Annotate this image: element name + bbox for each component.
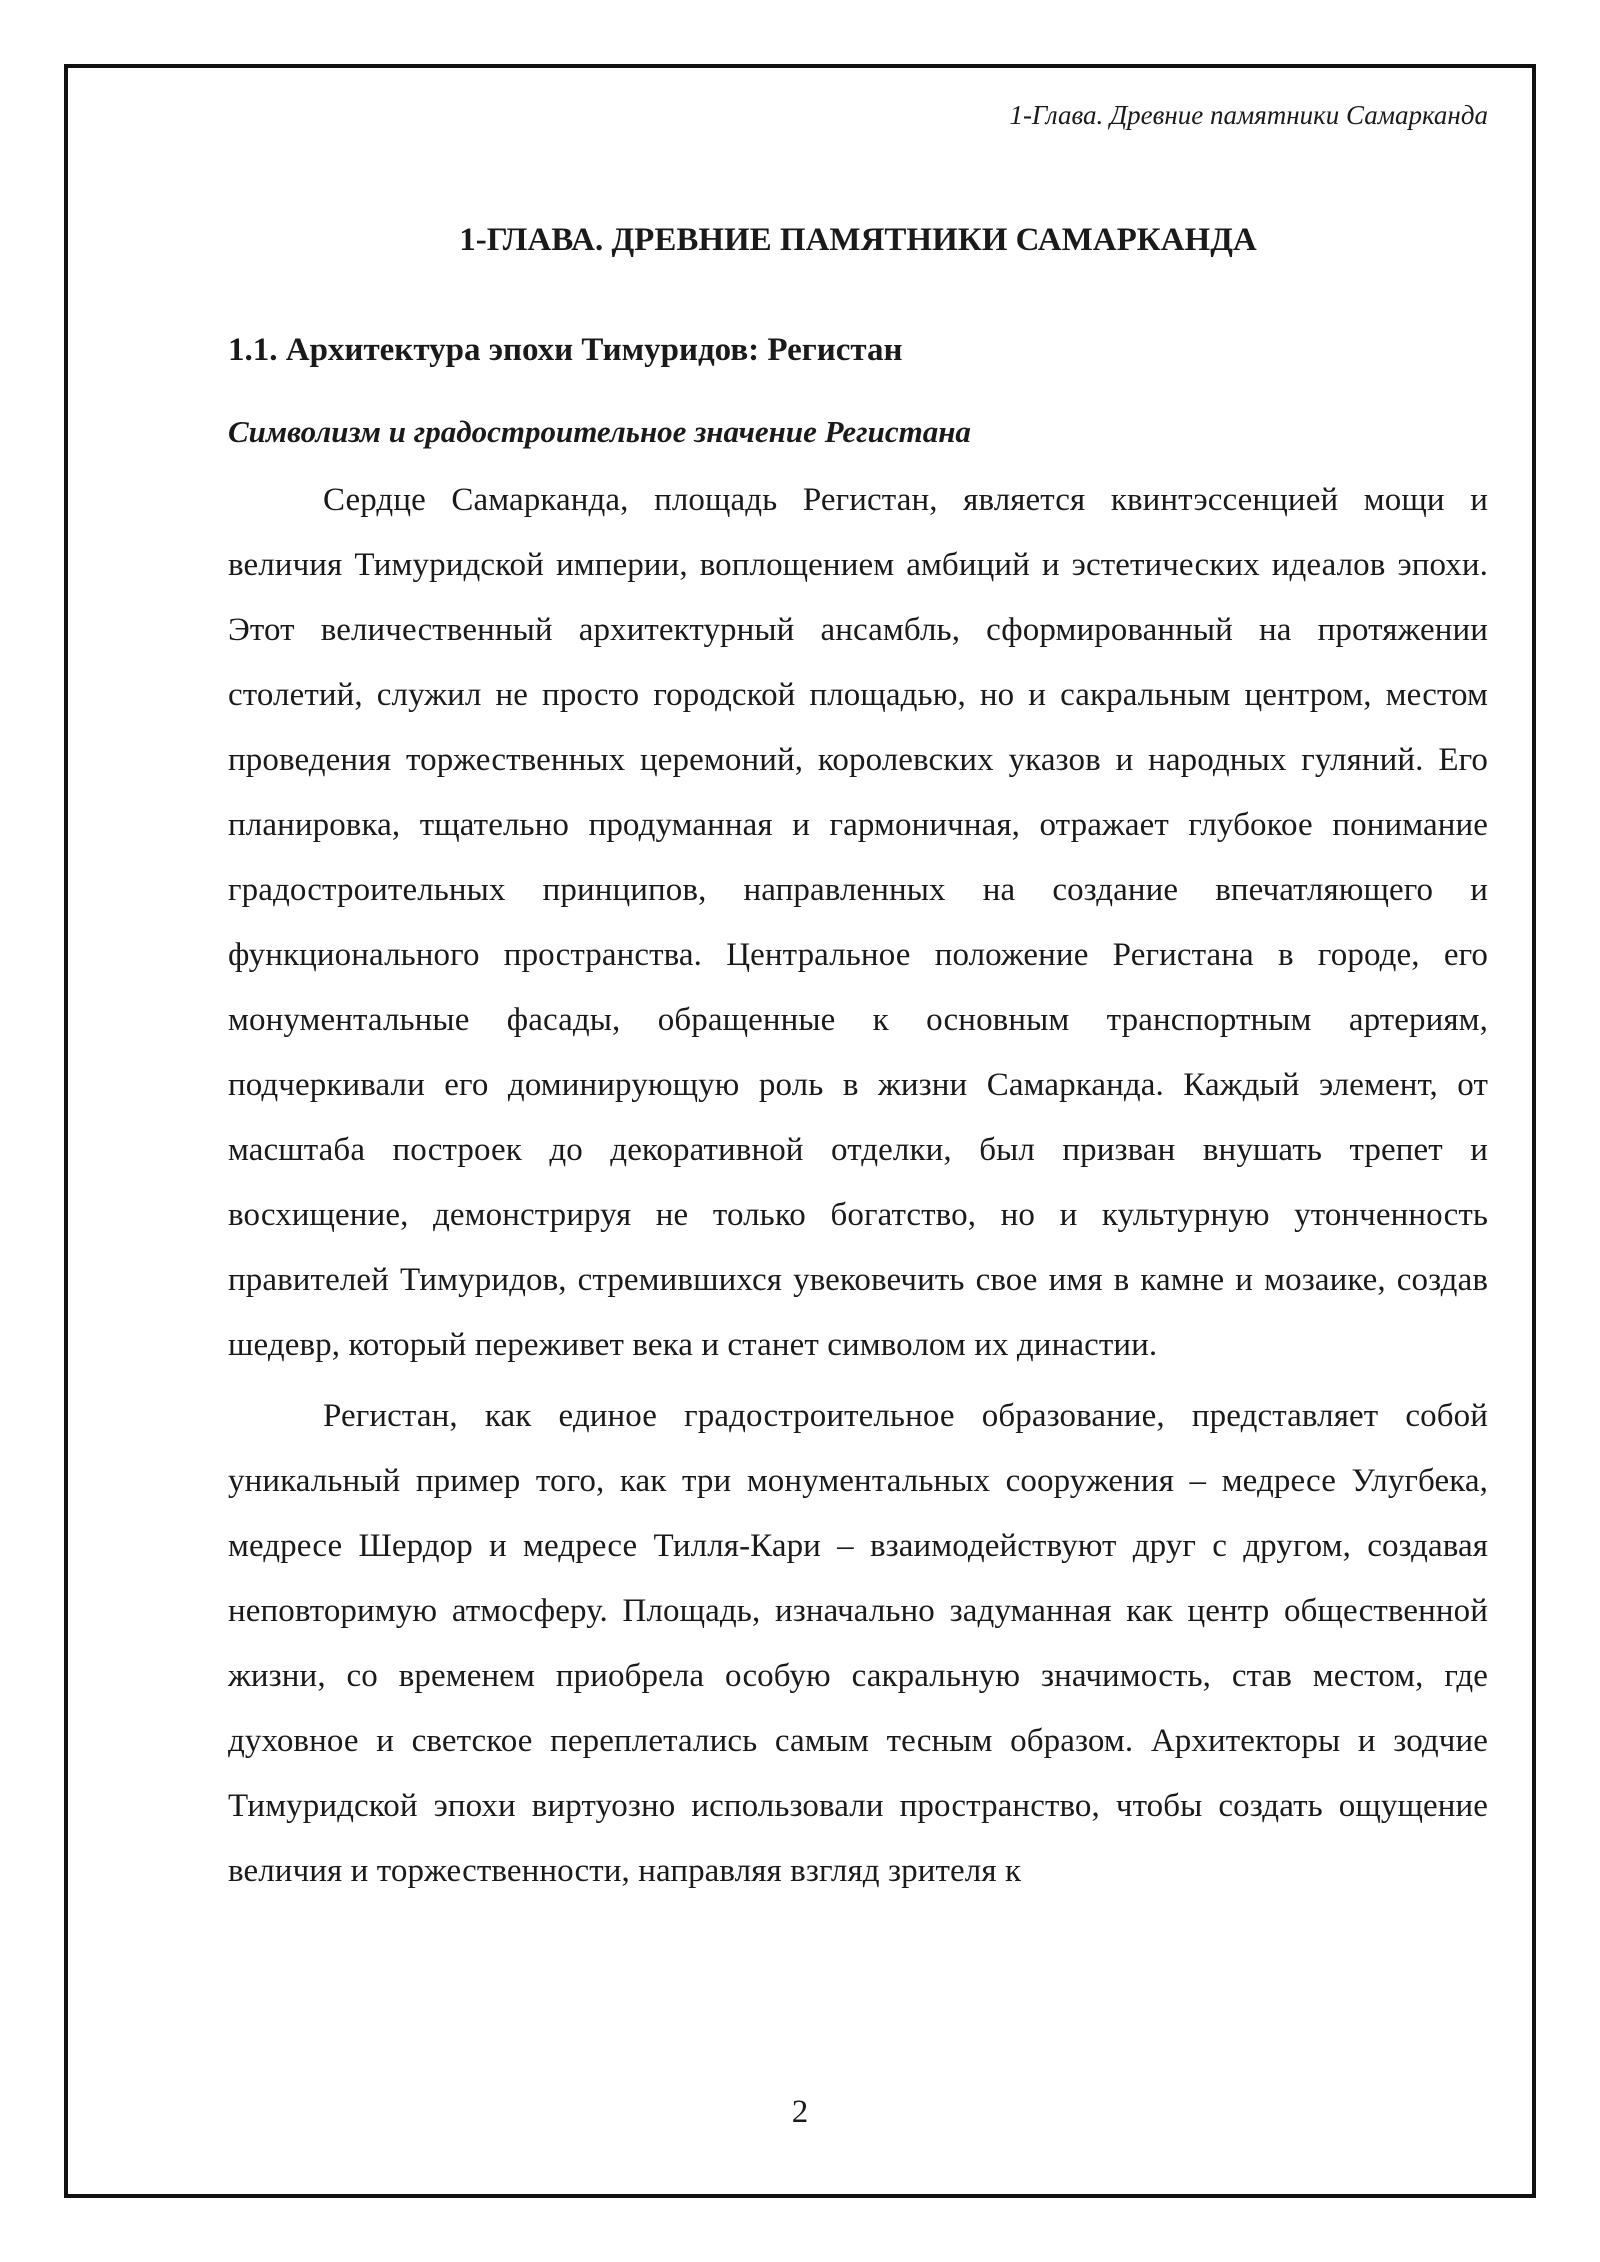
chapter-title: 1-ГЛАВА. ДРЕВНИЕ ПАМЯТНИКИ САМАРКАНДА <box>459 222 1257 258</box>
paragraph-2: Регистан, как единое градостроительное образование, представляет собой уникальный пример того, как три монументальных сооружения – медресе Улугбека, медресе Шердор и медресе Тилля-Кари – взаимодействуют друг с другом, создавая неповторимую атмосферу. Площадь, изначально задуманная как центр общественной жизни, со временем приобрела особую сакральную значимость, став местом, где духовное и светское переплетались самым тесным образом. Архитекторы и зодчие Тимуридской эпохи виртуозно использовали пространство, чтобы создать ощущение величия и торжественности, направляя взгляд зрителя к <box>228 1398 1488 1889</box>
document-body <box>228 210 1488 1904</box>
paragraph-1: Сердце Самарканда, площадь Регистан, является квинтэссенцией мощи и величия Тимуридской империи, воплощением амбиций и эстетических идеалов эпохи. Этот величественный архитектурный ансамбль, сформированный на протяжении столетий, служил не просто городской площадью, но и сакральным центром, местом проведения торжественных церемоний, королевских указов и народных гуляний. Его планировка, тщательно продуманная и гармоничная, отражает глубокое понимание градостроительных принципов, направленных на создание впечатляющего и функционального пространства. Центральное положение Регистана в городе, его монументальные фасады, обращенные к основным транспортным артериям, подчеркивали его доминирующую роль в жизни Самарканда. Каждый элемент, от масштаба построек до декоративной отделки, был призван внушать трепет и восхищение, демонстрируя не только богатство, но и культурную утонченность правителей Тимуридов, стремившихся увековечить свое имя в камне и мозаике, создав шедевр, который переживет века и станет символом их династии. <box>228 482 1488 1363</box>
subsection-title: Символизм и градостроительное значение Регистана <box>228 414 971 449</box>
page-number: 2 <box>791 2094 809 2130</box>
section-title: 1.1. Архитектура эпохи Тимуридов: Регистан <box>228 332 903 368</box>
running-header: 1-Глава. Древние памятники Самарканда <box>1009 100 1488 130</box>
